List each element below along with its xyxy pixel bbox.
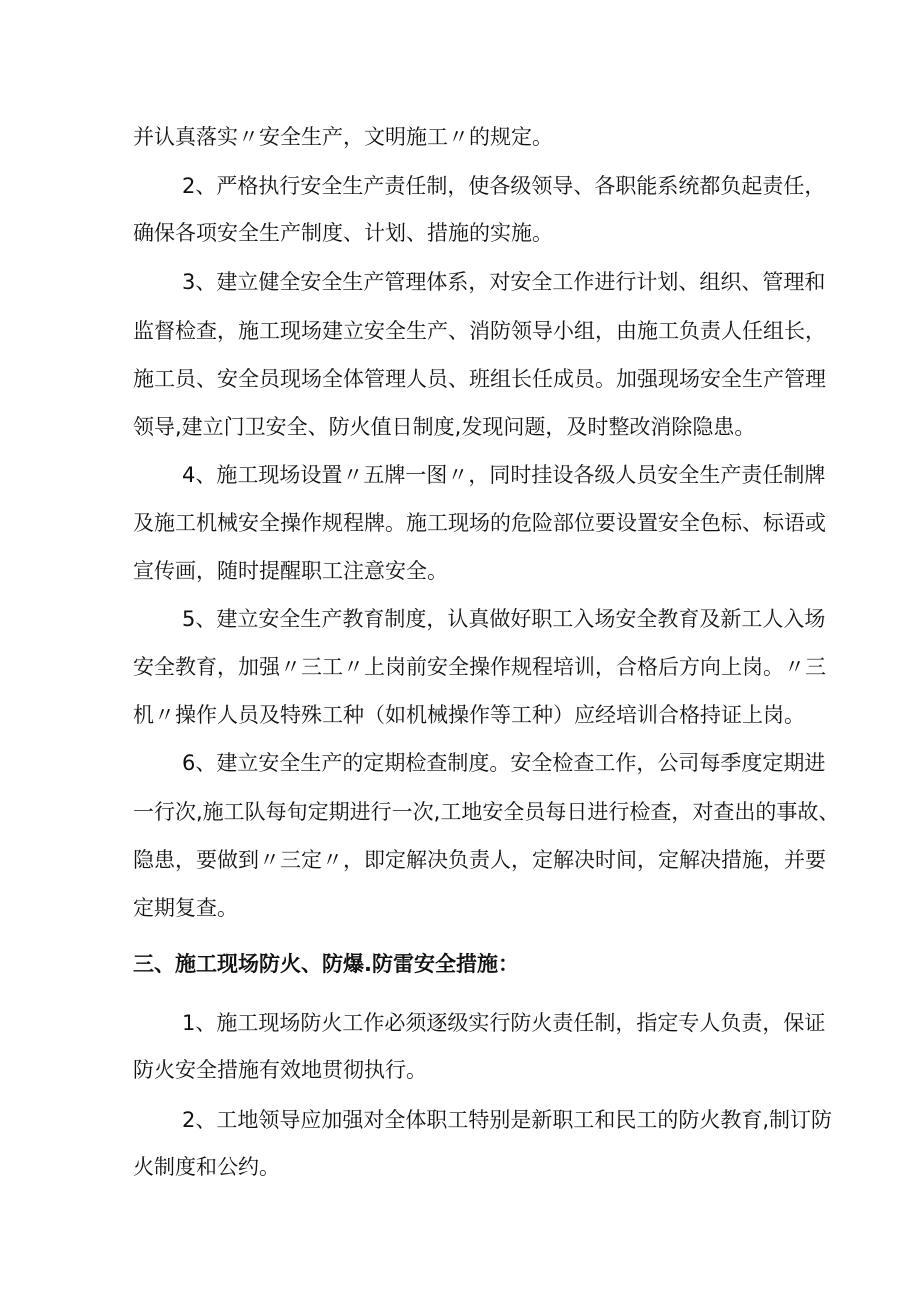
paragraph-line: 2、工地领导应加强对全体职工特别是新职工和民工的防火教育,制订防 xyxy=(182,1108,833,1132)
section-heading: 三、施工现场防火、防爆.防雷安全措施： xyxy=(133,952,519,976)
paragraph-line: 安全教育，加强〃三工〃上岗前安全操作规程培训，合格后方向上岗。〃三 xyxy=(133,655,826,679)
paragraph-line: 监督检查，施工现场建立安全生产、消防领导小组，由施工负责人任组长， xyxy=(133,319,826,343)
paragraph-line: 确保各项安全生产制度、计划、措施的实施。 xyxy=(133,221,553,245)
paragraph-line: 及施工机械安全操作规程牌。施工现场的危险部位要设置安全色标、标语或 xyxy=(133,511,826,535)
paragraph-line: 2、严格执行安全生产责任制，使各级领导、各职能系统都负起责任， xyxy=(182,174,826,198)
paragraph-line: 隐患，要做到〃三定〃，即定解决负责人，定解决时间，定解决措施，并要 xyxy=(133,848,826,872)
paragraph-line: 定期复查。 xyxy=(133,896,238,920)
paragraph-line: 火制度和公约。 xyxy=(133,1155,280,1179)
paragraph-line: 施工员、安全员现场全体管理人员、班组长任成员。加强现场安全生产管理 xyxy=(133,367,826,391)
paragraph-line: 领导,建立门卫安全、防火值日制度,发现问题，及时整改消除隐患。 xyxy=(133,415,756,439)
paragraph-line: 机〃操作人员及特殊工种（如机械操作等工种）应经培训合格持证上岗。 xyxy=(133,703,805,727)
paragraph-line: 3、建立健全安全生产管理体系，对安全工作进行计划、组织、管理和 xyxy=(182,270,826,294)
paragraph-line: 6、建立安全生产的定期检查制度。安全检查工作，公司每季度定期进 xyxy=(182,751,826,775)
paragraph-line: 防火安全措施有效地贯彻执行。 xyxy=(133,1058,427,1082)
paragraph-line: 5、建立安全生产教育制度，认真做好职工入场安全教育及新工人入场 xyxy=(182,607,826,631)
paragraph-line: 一行次,施工队每旬定期进行一次,工地安全员每日进行检查，对查出的事故、 xyxy=(133,800,840,824)
paragraph-line: 宣传画，随时提醒职工注意安全。 xyxy=(133,559,448,583)
paragraph-line: 4、施工现场设置〃五牌一图〃，同时挂设各级人员安全生产责任制牌 xyxy=(182,463,826,487)
paragraph-line: 1、施工现场防火工作必须逐级实行防火责任制，指定专人负责，保证 xyxy=(182,1011,826,1035)
paragraph-line: 并认真落实〃安全生产，文明施工〃的规定。 xyxy=(133,125,553,149)
